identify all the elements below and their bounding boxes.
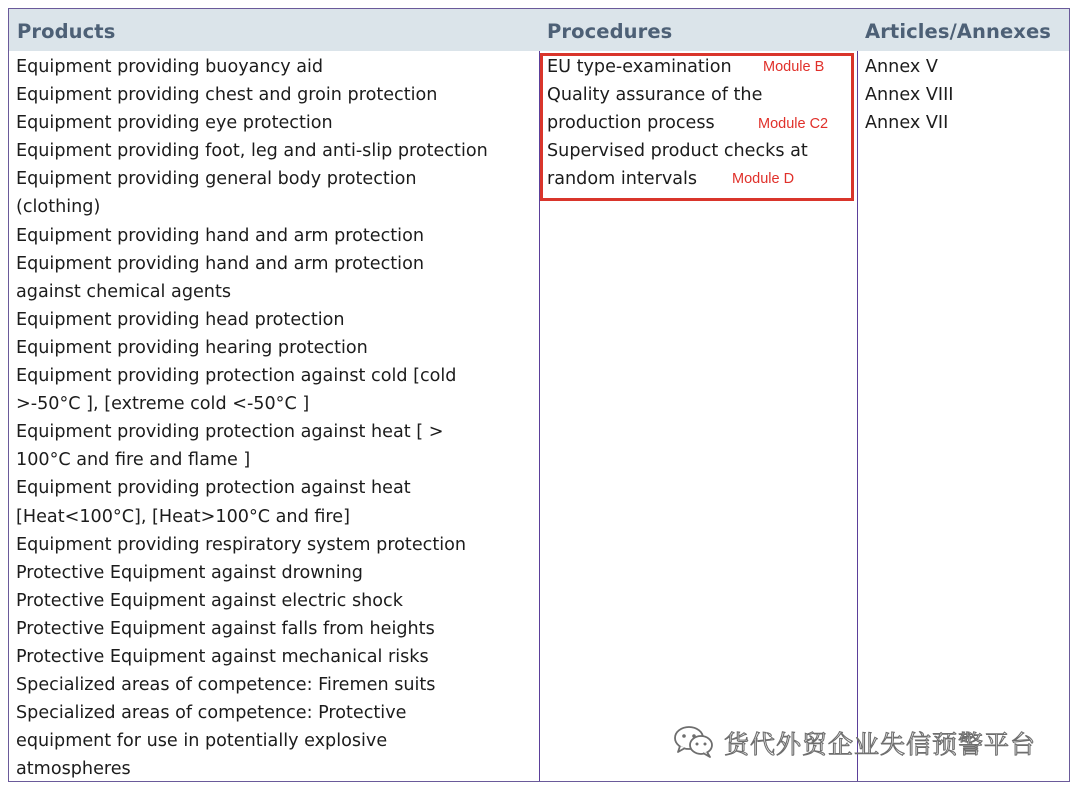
column-divider-annexes [857, 51, 858, 781]
product-line: Specialized areas of competence: Firemen suits [16, 675, 436, 696]
module-b-label: Module B [763, 59, 825, 75]
products-column [16, 53, 488, 783]
product-line: Equipment providing hand and arm protection [16, 253, 424, 274]
product-line: 100°C and fire and flame ] [16, 450, 251, 471]
product-line: equipment for use in potentially explosive [16, 731, 388, 752]
product-line: Equipment providing foot, leg and anti-slip protection [16, 141, 488, 162]
product-line: (clothing) [16, 197, 101, 218]
header-products: Products [17, 20, 116, 43]
watermark-text: 货代外贸企业失信预警平台 [724, 730, 1037, 759]
product-line: Equipment providing protection against cold [cold [16, 366, 457, 387]
procedure-line: production process [547, 113, 715, 134]
annex-line: Annex V [865, 57, 938, 77]
wechat-icon [672, 723, 716, 763]
product-line: Protective Equipment against falls from heights [16, 618, 435, 639]
module-d-label: Module D [732, 171, 795, 187]
product-line: Equipment providing general body protection [16, 169, 417, 190]
product-line: against chemical agents [16, 281, 232, 302]
ppe-table [8, 8, 1070, 782]
product-line: Equipment providing respiratory system protection [16, 534, 467, 555]
product-line: Specialized areas of competence: Protective [16, 703, 407, 724]
product-line: Equipment providing chest and groin protection [16, 85, 438, 106]
procedure-line: Quality assurance of the [547, 85, 763, 106]
procedure-line: EU type-examination [547, 57, 732, 77]
product-line: >-50°C ], [extreme cold <-50°C ] [16, 394, 310, 415]
procedure-line: random intervals [547, 169, 698, 190]
product-line: Equipment providing protection against heat [ > [16, 422, 444, 443]
product-line: Equipment providing hearing protection [16, 337, 368, 358]
annexes-column [865, 53, 953, 137]
product-line: Equipment providing buoyancy aid [16, 57, 324, 77]
product-line: atmospheres [16, 759, 131, 780]
product-line: Equipment providing head protection [16, 309, 345, 330]
module-c2-label: Module C2 [758, 116, 829, 132]
header-procedures: Procedures [547, 20, 673, 43]
product-line: Protective Equipment against mechanical risks [16, 646, 429, 667]
product-line: Equipment providing hand and arm protection [16, 225, 424, 246]
watermark [672, 723, 1036, 763]
annex-line: Annex VII [865, 113, 949, 134]
header-articles-annexes: Articles/Annexes [865, 20, 1052, 43]
procedure-line: Supervised product checks at [547, 141, 808, 162]
product-line: Protective Equipment against electric shock [16, 590, 403, 611]
procedures-highlight-box [540, 53, 854, 201]
product-line: Protective Equipment against drowning [16, 562, 363, 583]
product-line: Equipment providing eye protection [16, 113, 333, 134]
annex-line: Annex VIII [865, 85, 954, 106]
product-line: Equipment providing protection against heat [16, 478, 411, 499]
product-line: [Heat<100°C], [Heat>100°C and fire] [16, 506, 350, 527]
